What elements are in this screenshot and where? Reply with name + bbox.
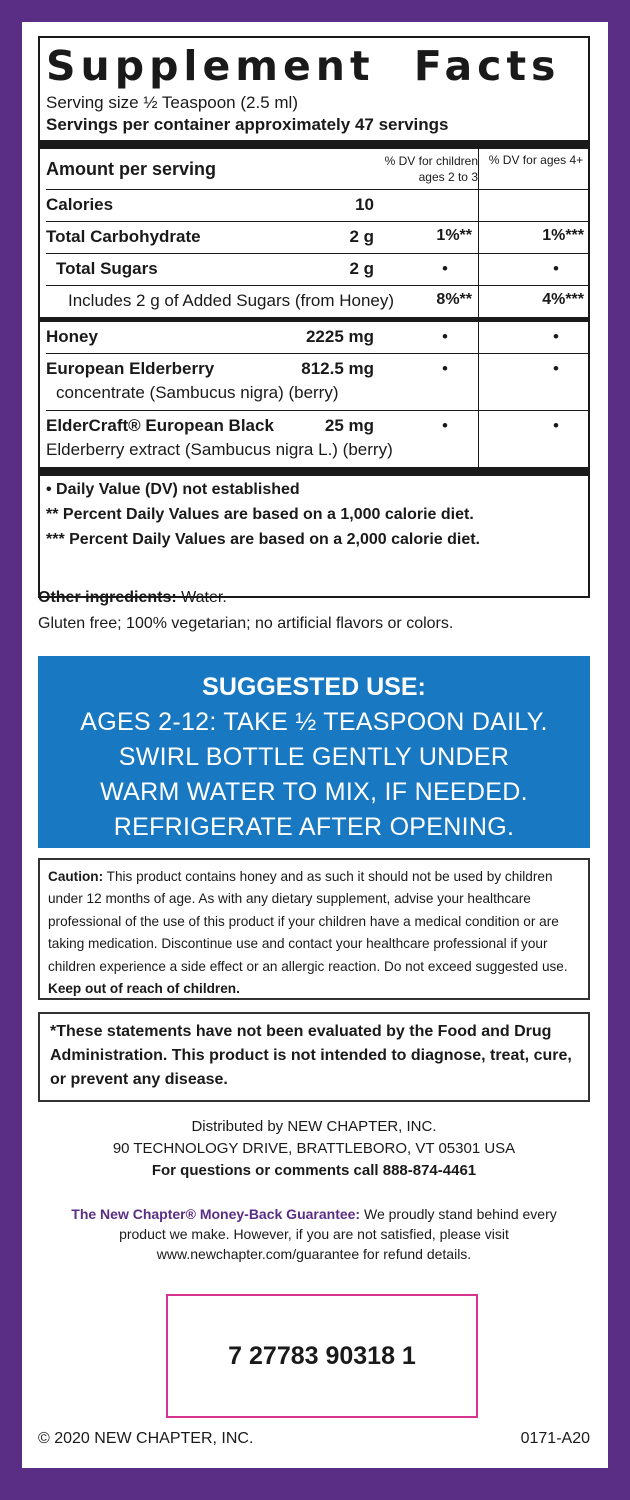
dv-adults-value: • <box>553 327 559 346</box>
column-divider <box>478 411 479 467</box>
nutrient-name: Total Carbohydrate <box>46 227 201 246</box>
nutrient-amount: 2 g <box>349 259 374 278</box>
dv-children-value: • <box>442 259 448 278</box>
footnote-2000: *** Percent Daily Values are based on a 2,000 calorie diet. <box>46 531 480 548</box>
suggested-use-line: REFRIGERATE AFTER OPENING. <box>113 813 515 841</box>
caution-text: This product contains honey and as such it should not be used by children under 12 months of age. As with any dietary supplement, advise your healthcare professional of the use of this product if your children have a medical condition or are taking medication. Discontinue use and contact your healthcare professional if your children experience a side effect or an allergic reaction. Do not exceed suggested use. <box>48 869 568 974</box>
distributor-name: Distributed by NEW CHAPTER, INC. <box>191 1118 437 1135</box>
upc-box <box>166 1294 478 1418</box>
dv-adults-header: % DV for ages 4+ <box>488 153 584 167</box>
table-row <box>46 411 588 467</box>
column-divider <box>478 354 479 410</box>
footnotes <box>46 476 582 552</box>
nutrient-name: Total Sugars <box>56 259 158 278</box>
guarantee <box>52 1204 576 1264</box>
suggested-use-line: AGES 2-12: TAKE ½ TEASPOON DAILY. <box>80 708 548 736</box>
dv-children-value: • <box>442 416 448 435</box>
column-divider <box>478 149 479 189</box>
footnote-dv: • Daily Value (DV) not established <box>46 481 300 498</box>
column-divider <box>478 286 479 317</box>
caution-label: Caution: <box>48 869 104 884</box>
nutrient-amount: 2 g <box>349 227 374 246</box>
distributor-phone: For questions or comments call 888-874-4461 <box>151 1162 477 1179</box>
supplement-facts-panel <box>38 36 590 598</box>
ingredient-amount: 25 mg <box>324 416 374 435</box>
dv-children-header: % DV for children ages 2 to 3 <box>384 154 478 184</box>
ingredient-name: Honey <box>46 327 98 346</box>
column-divider <box>478 254 479 285</box>
fda-disclaimer: *These statements have not been evaluated by the Food and Drug Administration. This product is not intended to diagnose, treat, cure, or prevent any disease. <box>38 1012 590 1102</box>
nutrient-name: Calories <box>46 195 114 214</box>
divider-thick <box>40 467 588 476</box>
footnote-1000: ** Percent Daily Values are based on a 1,000 calorie diet. <box>46 506 474 523</box>
other-ingredients-label: Other ingredients: <box>38 589 177 606</box>
copyright: © 2020 NEW CHAPTER, INC. <box>38 1430 254 1447</box>
table-row <box>46 222 588 254</box>
dv-adults-value: 4%*** <box>542 291 584 308</box>
column-divider <box>478 222 479 253</box>
table-row <box>46 286 588 317</box>
ingredient-amount: 2225 mg <box>305 327 374 346</box>
product-label <box>22 22 608 1468</box>
ingredient-amount: 812.5 mg <box>301 359 374 378</box>
column-divider <box>478 322 479 353</box>
suggested-use-line: WARM WATER TO MIX, IF NEEDED. <box>100 778 528 806</box>
dv-children-value: • <box>442 359 448 378</box>
facts-title: Supplement Facts <box>46 42 561 90</box>
suggested-use-title: SUGGESTED USE: <box>202 673 426 701</box>
dv-adults-value: • <box>553 416 559 435</box>
column-divider <box>478 190 479 221</box>
guarantee-label: The New Chapter® Money-Back Guarantee: <box>71 1206 361 1222</box>
dv-children-value: • <box>442 327 448 346</box>
dv-children-value: 1%** <box>436 227 472 244</box>
table-row <box>46 190 588 222</box>
amount-per-serving-label: Amount per serving <box>46 159 217 179</box>
suggested-use-line: SWIRL BOTTLE GENTLY UNDER <box>118 743 510 771</box>
other-ingredients-value: Water. <box>176 589 227 606</box>
label-code: 0171-A20 <box>520 1430 590 1447</box>
amount-header-row <box>46 149 588 190</box>
servings-per-container: Servings per container approximately 47 servings <box>46 115 449 134</box>
ingredient-name: European Elderberry <box>46 359 215 378</box>
nutrient-name: Includes 2 g of Added Sugars (from Honey) <box>68 291 395 310</box>
divider-thick <box>40 140 588 149</box>
guarantee-text: We proudly stand behind every product we make. However, if you are not satisfied, please visit www.newchapter.com/guarantee for refund details. <box>119 1206 557 1262</box>
dv-children-value: 8%** <box>436 291 472 308</box>
ingredient-detail: Elderberry extract (Sambucus nigra L.) (berry) <box>46 440 393 459</box>
ingredient-name: ElderCraft® European Black <box>46 416 274 435</box>
upc-number: 7 27783 90318 1 <box>228 1342 416 1370</box>
ingredient-detail: concentrate (Sambucus nigra) (berry) <box>56 383 339 402</box>
table-row <box>46 254 588 286</box>
distributor-info <box>38 1116 590 1182</box>
nutrient-amount: 10 <box>355 195 374 214</box>
dv-adults-value: • <box>553 359 559 378</box>
caution-box <box>38 858 590 1000</box>
dv-adults-value: • <box>553 259 559 278</box>
caution-keep-out: Keep out of reach of children. <box>48 981 240 997</box>
serving-size: Serving size ½ Teaspoon (2.5 ml) <box>46 93 298 112</box>
table-row <box>46 322 588 354</box>
distributor-address: 90 TECHNOLOGY DRIVE, BRATTLEBORO, VT 05301 USA <box>112 1140 516 1157</box>
dv-adults-value: 1%*** <box>542 227 584 244</box>
suggested-use-box <box>38 656 590 848</box>
table-row <box>46 354 588 411</box>
dietary-claims: Gluten free; 100% vegetarian; no artificial flavors or colors. <box>38 615 454 632</box>
other-ingredients <box>38 585 453 637</box>
